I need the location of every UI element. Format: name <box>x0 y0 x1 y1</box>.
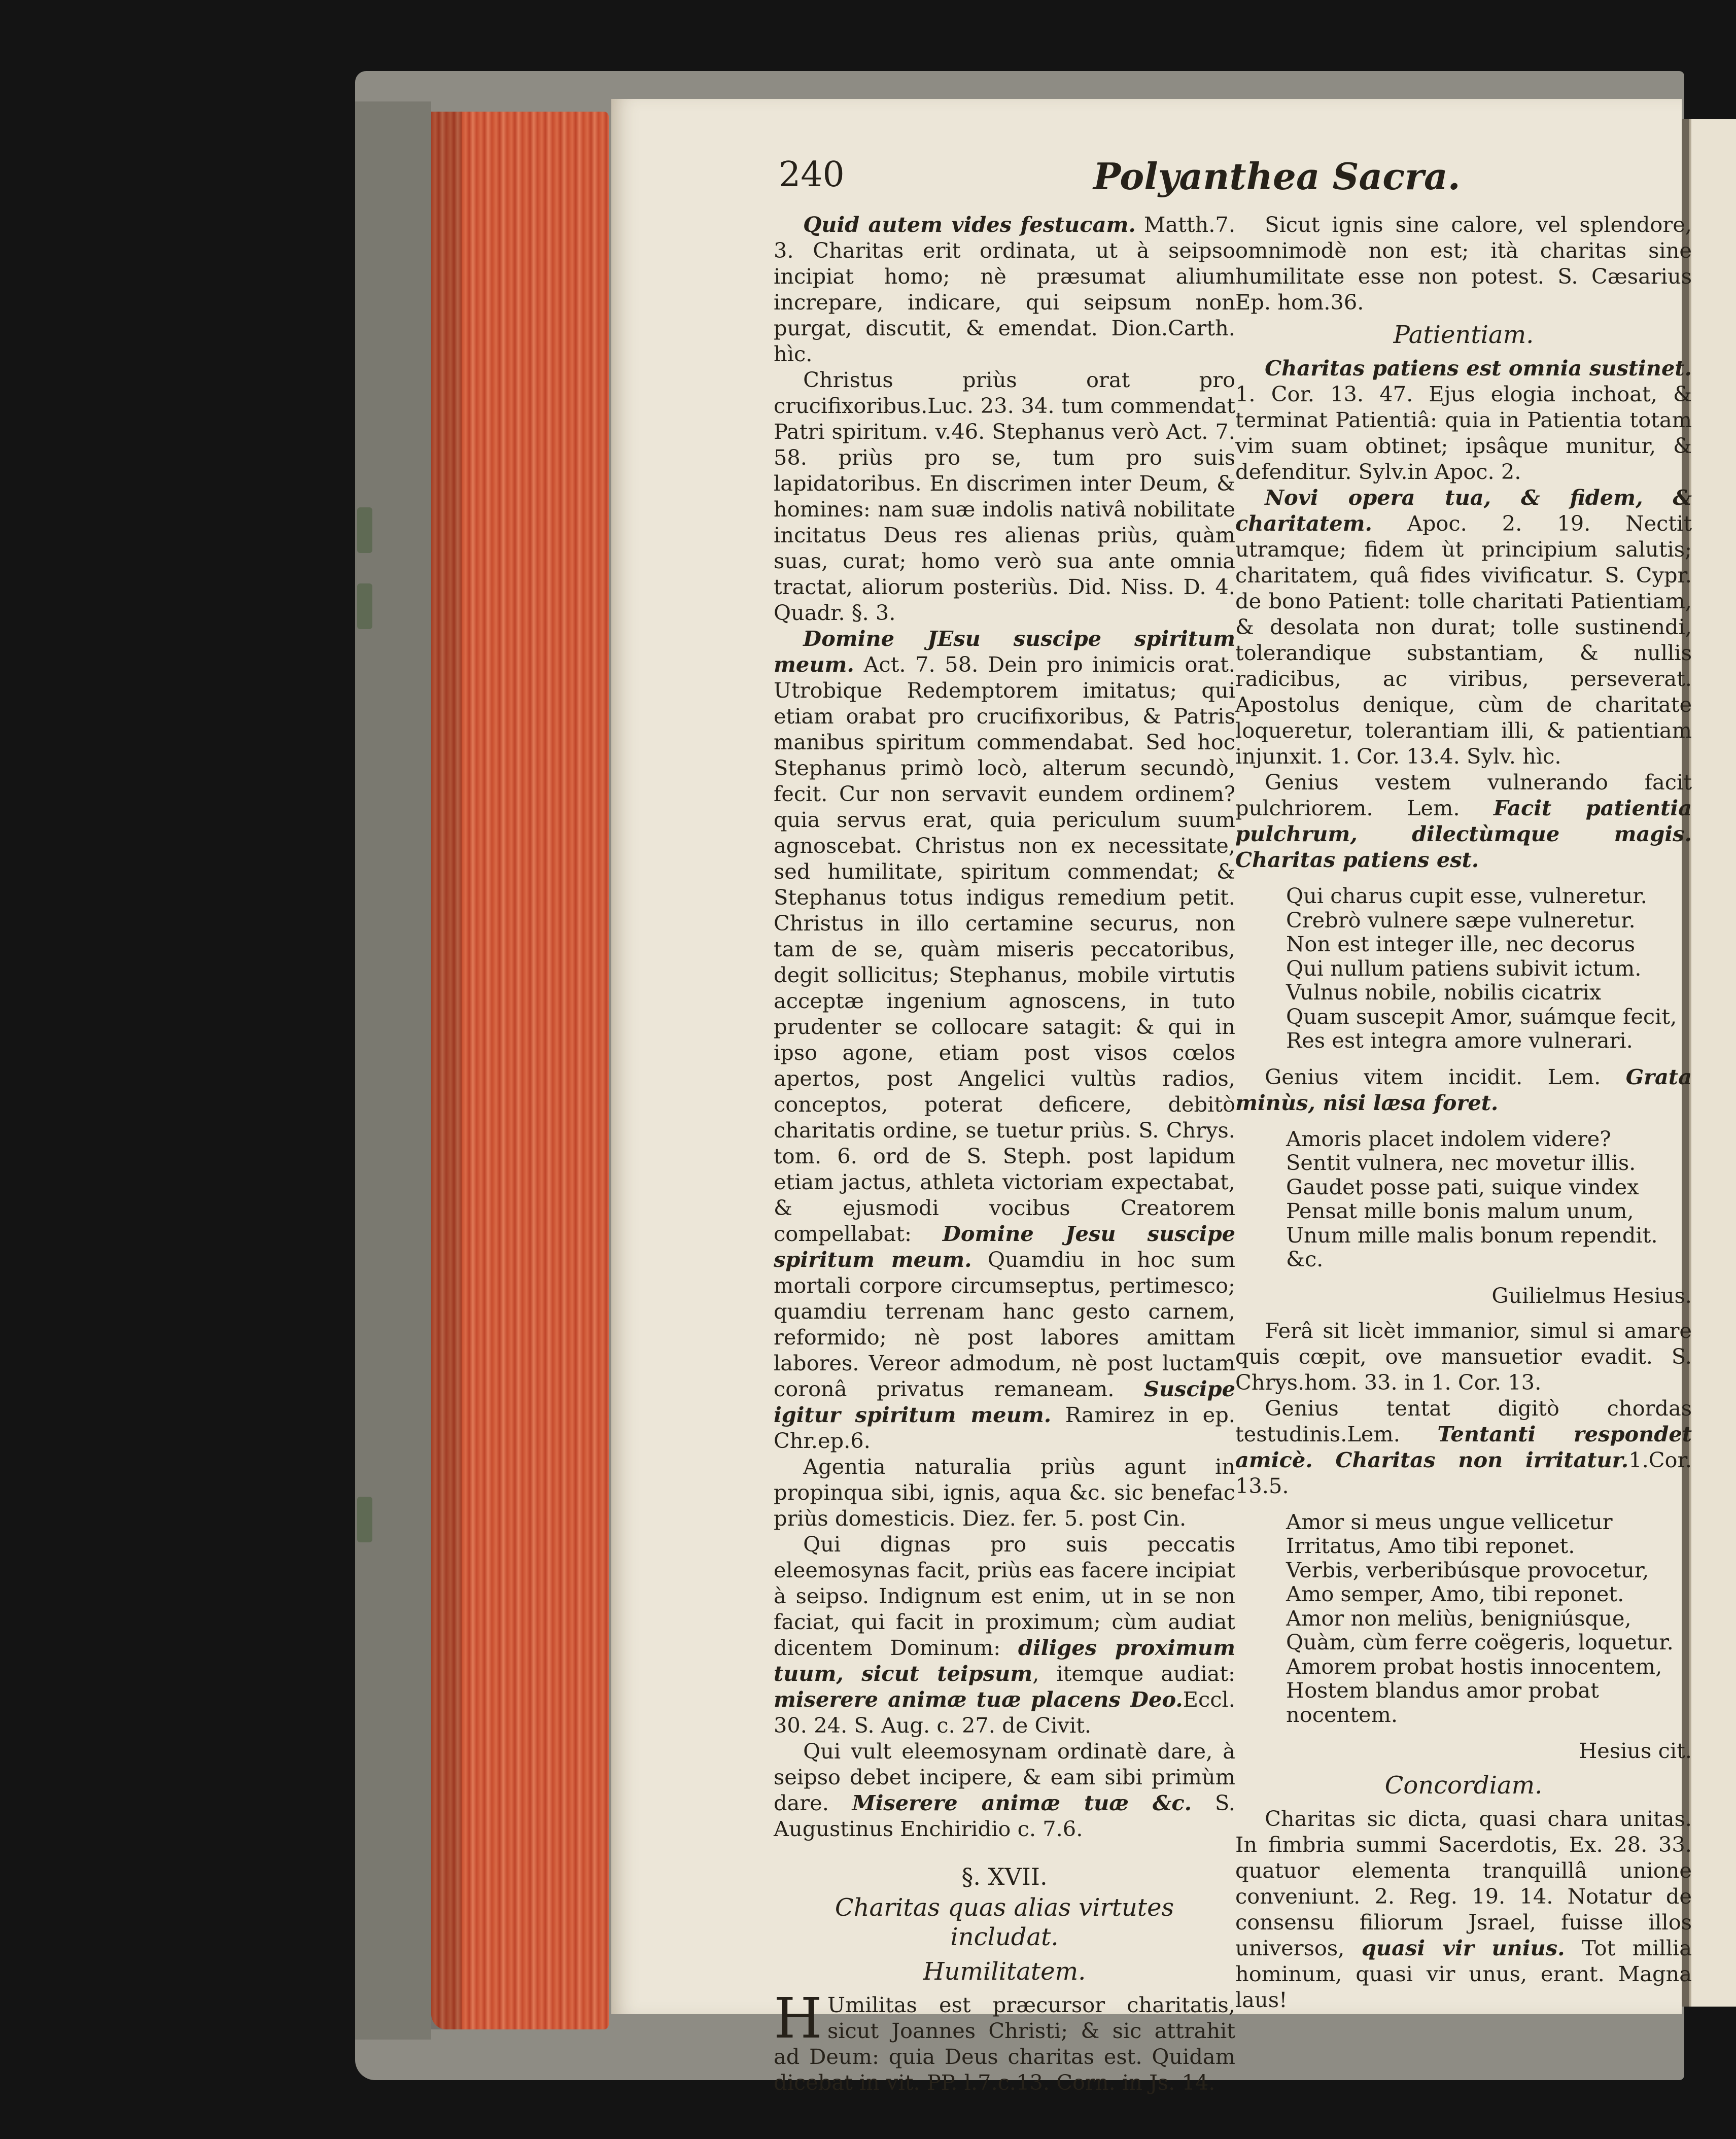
lemma: Quid autem vides festucam. <box>803 212 1136 237</box>
text: 1.Cor. 13.5. <box>1235 1447 1692 1498</box>
lemma: Suscipe igitur spiritum meum. <box>774 1376 1235 1427</box>
verse-line: Hostem blandus amor probat nocentem. <box>1286 1678 1599 1727</box>
page-number: 240 <box>779 155 845 195</box>
lemma: Facit patientia pulchrum, dilectùmque magis. Charitas patiens est. <box>1235 796 1692 872</box>
text: Tot millia hominum, quasi vir unus, erant. Magna laus! <box>1235 1936 1692 2012</box>
verse-line: Verbis, verberibúsque provocetur, <box>1286 1557 1649 1582</box>
text: Apoc. 2. 19. Nectit utramque; fidem ùt principium salutis; charitatem, quâ fides vivificatur. S. Cypr. de bono Patient: tolle charitati Patientiam, & desolata non durat; tolle sustinendi, tolerandique substantiam, & nullis radicibus, ac viribus, perseverat. Apostolus denique, cùm de charitate loqueretur, tolerantiam illi, & patientiam injunxit. 1. Cor. 13.4. Sylv. hìc. <box>1235 511 1692 769</box>
lemma: miserere animæ tuæ placens Deo. <box>774 1687 1183 1712</box>
page-edge-shadow <box>431 112 462 2029</box>
book-page <box>611 99 1692 2095</box>
verse-line: Sentit vulnera, nec movetur illis. <box>1286 1150 1636 1175</box>
verse-line: Amoris placet indolem videre? <box>1286 1126 1611 1151</box>
book-spine <box>355 101 431 2040</box>
subheading: Humilitatem. <box>923 1957 1086 1986</box>
text: 1. Cor. 13. 47. Ejus elogia inchoat, & terminat Patientiâ: quia in Patientia totam vim suam obtinet; ipsâque munitur, & defenditur. Sylv.in Apoc. 2. <box>1235 382 1692 484</box>
verse-line: Irritatus, Amo tibi reponet. <box>1286 1533 1575 1558</box>
paragraph <box>1235 1064 1692 1116</box>
section-title: Charitas quas alias virtutes includat. <box>835 1893 1174 1951</box>
verse-line: Pensat mille bonis malum unum, <box>1286 1198 1634 1223</box>
lemma: quasi vir unius. <box>1361 1936 1565 1960</box>
clasp <box>357 1497 372 1542</box>
verse-line: Qui nullum patiens subivit ictum. <box>1286 955 1642 981</box>
text: Genius vestem vulnerando facit pulchriorem. Lem. <box>1235 770 1692 820</box>
verse-line: Amor si meus ungue vellicetur <box>1286 1509 1613 1534</box>
facing-page-edge <box>1689 119 1736 2007</box>
text: Qui dignas pro suis peccatis eleemosynas facit, priùs eas facere incipiat à seipso. Indignum est enim, ut in se non faciat, qui facit in proximum; cùm audiat dicentem Dominum: <box>774 1532 1235 1660</box>
text: Qui vult eleemosynam ordinatè dare, à seipso debet incipere, & eam sibi primùm dare. <box>774 1739 1235 1815</box>
verse-line: Res est integra amore vulnerari. <box>1286 1028 1633 1053</box>
subheading: Patientiam. <box>1393 321 1534 349</box>
lemma: Domine JEsu suscipe spiritum meum. <box>774 626 1235 677</box>
running-title: Polyanthea Sacra. <box>1093 155 1461 198</box>
lemma: Domine Jesu suscipe spiritum meum. <box>774 1221 1235 1272</box>
text: Act. 7. 58. Dein pro inimicis orat. Utrobique Redemptorem imitatus; qui etiam orabat pro crucifixoribus, & Patris manibus spiritum commendabat. Sed hoc Stephanus primò locò, alterum secundò, fecit. Cur non servavit eundem ordinem? quia servus erat, quia periculum suum agnoscebat. Christus non ex necessitate, sed humilitate, spiritum commendat; & Stephanus totus indigus remedium petit. Christus in illo certamine securus, non tam de se, quàm miseris peccatoribus, degit sollicitus; Stephanus, mobile virtutis acceptæ ingenium agnoscens, in tuto prudenter se collocare satagit: & qui in ipso agone, etiam post visos cœlos apertos, post Angelici vultùs radios, conceptos, poterat deficere, debitò charitatis ordine, se tuetur priùs. S. Chrys. tom. 6. ord de S. Steph. post lapidum etiam jactus, athleta victoriam expectabat, & ejusmodi vocibus Creatorem compellabat: <box>774 652 1235 1246</box>
verse-line: Gaudet posse pati, suique vindex <box>1286 1174 1639 1199</box>
paragraph <box>774 1738 1235 1842</box>
signature: Hesius cit. <box>1579 1738 1692 1763</box>
text: , itemque audiat: <box>1032 1661 1235 1686</box>
verse <box>1235 1127 1692 1271</box>
paragraph <box>774 212 1235 367</box>
left-column <box>774 212 1235 2095</box>
lemma: Miserere animæ tuæ &c. <box>852 1790 1192 1815</box>
subheading: Concordiam. <box>1384 1771 1543 1800</box>
paragraph: Agentia naturalia priùs agunt in propinqua sibi, ignis, aqua &c. sic benefac priùs domesticis. Diez. fer. 5. post Cin. <box>774 1454 1235 1531</box>
paragraph: Ferâ sit licèt immanior, simul si amare quis cœpit, ove mansuetior evadit. S. Chrys.hom. 33. in 1. Cor. 13. <box>1235 1318 1692 1395</box>
verse-line: Vulnus nobile, nobilis cicatrix <box>1286 980 1602 1005</box>
verse-line: Non est integer ille, nec decorus <box>1286 932 1636 956</box>
paragraph <box>1235 1395 1692 1499</box>
paragraph: Sicut ignis sine calore, vel splendore, omnimodè non est; ità charitas sine humilitate esse non potest. S. Cæsarius Ep. hom.36. <box>1235 212 1692 315</box>
verse-line: Amorem probat hostis innocentem, <box>1286 1653 1662 1679</box>
verse-line: Unum mille malis bonum rependit. &c. <box>1286 1222 1658 1271</box>
text: S. Augustinus Enchiridio c. 7.6. <box>774 1790 1235 1841</box>
lemma: Tentanti respondet amicè. Charitas non irritatur. <box>1235 1421 1692 1472</box>
right-column <box>1235 212 1692 2013</box>
text: Charitas sic dicta, quasi chara unitas. In fimbria summi Sacerdotis, Ex. 28. 33. quatuor elementa tranquillâ unione conveniunt. 2. Reg. 19. 14. Notatur de consensu filiorum Jsrael, fuisse illos universos, <box>1235 1806 1692 1960</box>
verse-line: Qui charus cupit esse, vulneretur. <box>1286 883 1647 908</box>
clasp <box>357 507 372 553</box>
paragraph <box>774 1531 1235 1738</box>
text: Matth.7. 3. Charitas erit ordinata, ut à seipso incipiat homo; nè præsumat alium increpare, indicare, qui seipsum non purgat, discutit, & emendat. Dion.Carth. hìc. <box>774 212 1236 366</box>
paragraph <box>1235 355 1692 485</box>
verse-line: Quam suscepit Amor, suámque fecit, <box>1286 1004 1677 1029</box>
text: Umilitas est præcursor charitatis, sicut Joannes Christi; & sic attrahit ad Deum: quia Deus charitas est. Quidam dicebat in vit. PP. l.7.c.13. Corn. in Js. 14. <box>774 1992 1235 2095</box>
section-number: §. XVII. <box>961 1863 1048 1890</box>
lemma: Novi opera tua, & fidem, & charitatem. <box>1235 485 1692 536</box>
text: Genius tentat digitò chordas testudinis.Lem. <box>1235 1395 1692 1446</box>
verse-line: Amor non meliùs, benigniúsque, <box>1286 1605 1631 1631</box>
verse <box>1235 1510 1692 1727</box>
paragraph <box>1235 1806 1692 2013</box>
text: Quamdiu in hoc sum mortali corpore circumseptus, pertimesco; quamdiu terrenam hanc gesto carnem, reformido; nè post labores amittam labores. Vereor admodum, nè post luctam coronâ privatus remaneam. <box>774 1247 1235 1401</box>
drop-cap: H <box>774 1986 822 2051</box>
verse <box>1235 884 1692 1053</box>
running-head <box>779 155 1580 211</box>
lemma: Charitas patiens est omnia sustinet. <box>1265 356 1692 381</box>
text: Ramirez in ep. Chr.ep.6. <box>774 1402 1235 1453</box>
paragraph <box>774 1986 1235 2095</box>
text: Genius vitem incidit. Lem. <box>1265 1064 1601 1089</box>
text: Eccl. 30. 24. S. Aug. c. 27. de Civit. <box>774 1687 1235 1738</box>
clasp <box>357 583 372 629</box>
paragraph <box>1235 769 1692 873</box>
paragraph: Christus priùs orat pro crucifixoribus.Luc. 23. 34. tum commendat Patri spiritum. v.46. Stephanus verò Act. 7. 58. priùs pro se, tum pro suis lapidatoribus. En discrimen inter Deum, & homines: nam suæ indolis nativâ nobilitate incitatus Deus res alienas priùs, quàm suas, curat; homo verò sua ante omnia tractat, aliorum posteriùs. Did. Niss. D. 4. Quadr. §. 3. <box>774 367 1235 625</box>
lemma: diliges proximum tuum, sicut teipsum <box>774 1635 1235 1686</box>
paragraph <box>1235 485 1692 769</box>
verse-line: Amo semper, Amo, tibi reponet. <box>1286 1581 1624 1606</box>
paragraph <box>774 626 1235 1454</box>
lemma: Grata minùs, nisi læsa foret. <box>1235 1064 1692 1115</box>
verse-line: Quàm, cùm ferre coëgeris, loquetur. <box>1286 1630 1674 1654</box>
signature: Guilielmus Hesius. <box>1491 1283 1692 1308</box>
verse-line: Crebrò vulnere sæpe vulneretur. <box>1286 907 1636 933</box>
